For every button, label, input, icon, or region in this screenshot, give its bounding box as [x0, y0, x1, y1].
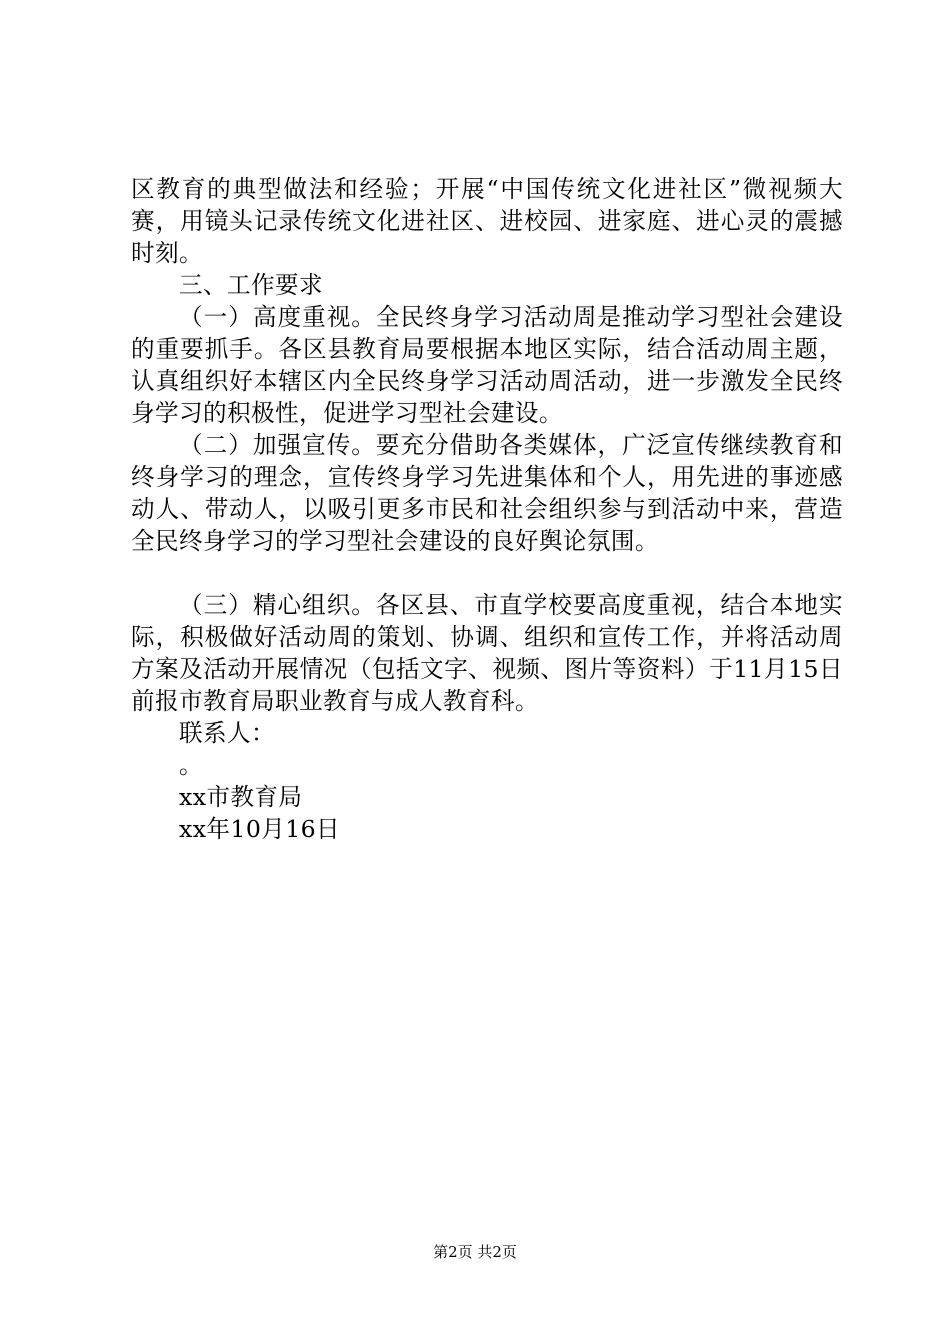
issuer-name: xx市教育局 — [179, 783, 303, 811]
section-heading-work-requirements: 三、工作要求 — [179, 271, 323, 299]
contact-placeholder: 。 — [179, 751, 203, 779]
paragraph-continuation: 区教育的典型做法和经验；开展“中国传统文化进社区”微视频大赛，用镜头记录传统文化进社区、进校园、进家庭、进心灵的震撼时刻。 — [131, 175, 843, 267]
document-body — [131, 173, 843, 845]
paragraph-publicity: （二）加强宣传。要充分借助各类媒体，广泛宣传继续教育和终身学习的理念，宣传终身学习先进集体和个人，用先进的事迹感动人、带动人，以吸引更多市民和社会组织参与到活动中来，营造全民终身学习的学习型社会建设的良好舆论氛围。 — [131, 431, 843, 555]
contact-person-label: 联系人： — [179, 719, 275, 747]
paragraph-high-attention: （一）高度重视。全民终身学习活动周是推动学习型社会建设的重要抓手。各区县教育局要根据本地区实际，结合活动周主题，认真组织好本辖区内全民终身学习活动周活动，进一步激发全民终身学习的积极性，促进学习型社会建设。 — [131, 303, 843, 427]
page-number-footer: 第2页 共2页 — [433, 1243, 517, 1261]
issue-date: xx年10月16日 — [179, 815, 341, 843]
paragraph-organization: （三）精心组织。各区县、市直学校要高度重视，结合本地实际，积极做好活动周的策划、协调、组织和宣传工作，并将活动周方案及活动开展情况（包括文字、视频、图片等资料）于11月15日前报市教育局职业教育与成人教育科。 — [131, 591, 843, 715]
